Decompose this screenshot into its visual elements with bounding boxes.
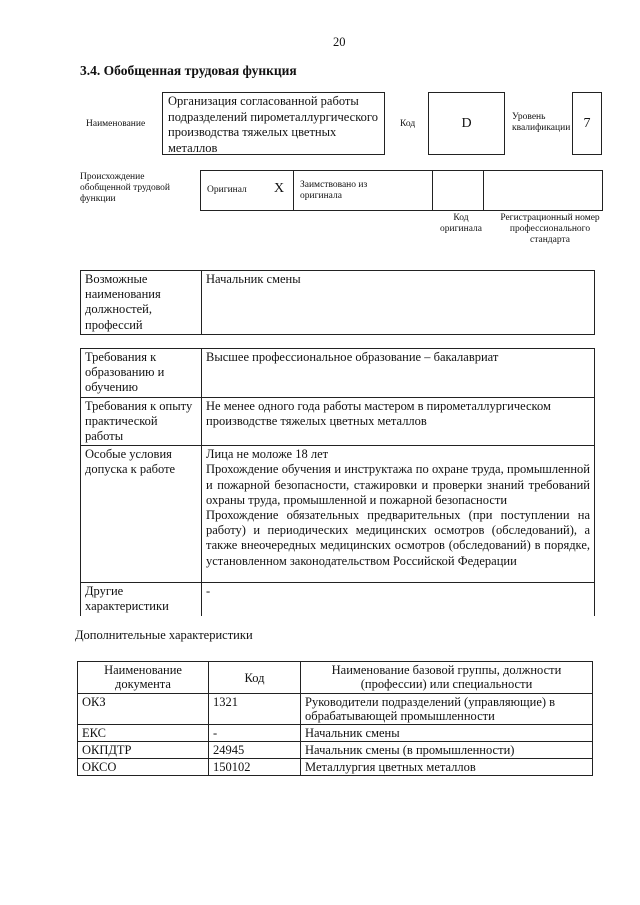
header-cell: Наименование документа [78, 662, 209, 694]
doc-cell: ЕКС [78, 725, 209, 742]
additional-title: Дополнительные характеристики [75, 628, 253, 642]
req-line: Высшее профессиональное образование – бакалавриат [206, 350, 499, 364]
function-name: Организация согласованной работы подразделений пирометаллургического производства тяжелых цветных металлов [168, 94, 378, 155]
origin-label: Происхождение обобщенной трудовой функции [80, 172, 170, 204]
req-line: Не менее одного года работы мастером в пирометаллургическом производстве тяжелых цветных металлов [206, 398, 551, 428]
requirements-table [80, 348, 595, 616]
positions-value: Начальник смены [202, 271, 595, 335]
req-label: Требования к опыту практической работы [81, 397, 202, 446]
page-number: 20 [333, 35, 346, 49]
original-label: Оригинал [207, 185, 247, 195]
code-box [428, 92, 505, 155]
code-cell: 24945 [209, 742, 301, 759]
req-line: Прохождение обучения и инструктажа по охране труда, промышленной и пожарной безопасности, стажировки и проверки знаний требований охраны труда, промышленной и пожарной безопасности [206, 462, 590, 507]
table-row [78, 725, 593, 742]
positions-label: Возможные наименования должностей, профессий [81, 271, 202, 335]
table-row [78, 759, 593, 776]
borrowed-label: Заимствовано из оригинала [300, 180, 368, 201]
level-value: 7 [583, 115, 591, 131]
req-line: Прохождение обязательных предварительных (при поступлении на работу) и периодических медицинских осмотров (обследований), а также внеочередных медицинских осмотров (обследований) в порядке, установленном законодательством Российской Федерации [206, 508, 590, 568]
function-name-box [162, 92, 385, 155]
code-cell: - [209, 725, 301, 742]
title-cell: Руководители подразделений (управляющие) в обрабатывающей промышленности [301, 694, 593, 725]
doc-cell: ОКПДТР [78, 742, 209, 759]
req-label: Особые условия допуска к работе [81, 446, 202, 583]
additional-table [77, 661, 593, 776]
table-row [78, 742, 593, 759]
reg-number-caption: Регистрационный номер профессионального стандарта [500, 213, 600, 245]
title-cell: Начальник смены (в промышленности) [301, 742, 593, 759]
doc-cell: ОКСО [78, 759, 209, 776]
code-label: Код [400, 119, 416, 129]
original-mark: X [274, 181, 285, 196]
table-row [78, 694, 593, 725]
name-label: Наименование [86, 119, 146, 129]
req-label: Требования к образованию и обучению [81, 349, 202, 398]
header-cell: Наименование базовой группы, должности (профессии) или специальности [301, 662, 593, 694]
level-label: Уровень квалификации [512, 112, 571, 133]
positions-table [80, 270, 595, 335]
header-cell: Код [209, 662, 301, 694]
req-line: Лица не моложе 18 лет [206, 447, 329, 462]
level-box [572, 92, 602, 155]
code-cell: 1321 [209, 694, 301, 725]
code-original-caption: Код оригинала [440, 213, 482, 234]
section-heading: 3.4. Обобщенная трудовая функция [80, 63, 297, 78]
title-cell: Металлургия цветных металлов [301, 759, 593, 776]
title-cell: Начальник смены [301, 725, 593, 742]
req-line: - [206, 584, 211, 599]
code-cell: 150102 [209, 759, 301, 776]
req-label: Другие характеристики [81, 583, 202, 616]
code-value: D [461, 115, 472, 131]
doc-cell: ОКЗ [78, 694, 209, 725]
